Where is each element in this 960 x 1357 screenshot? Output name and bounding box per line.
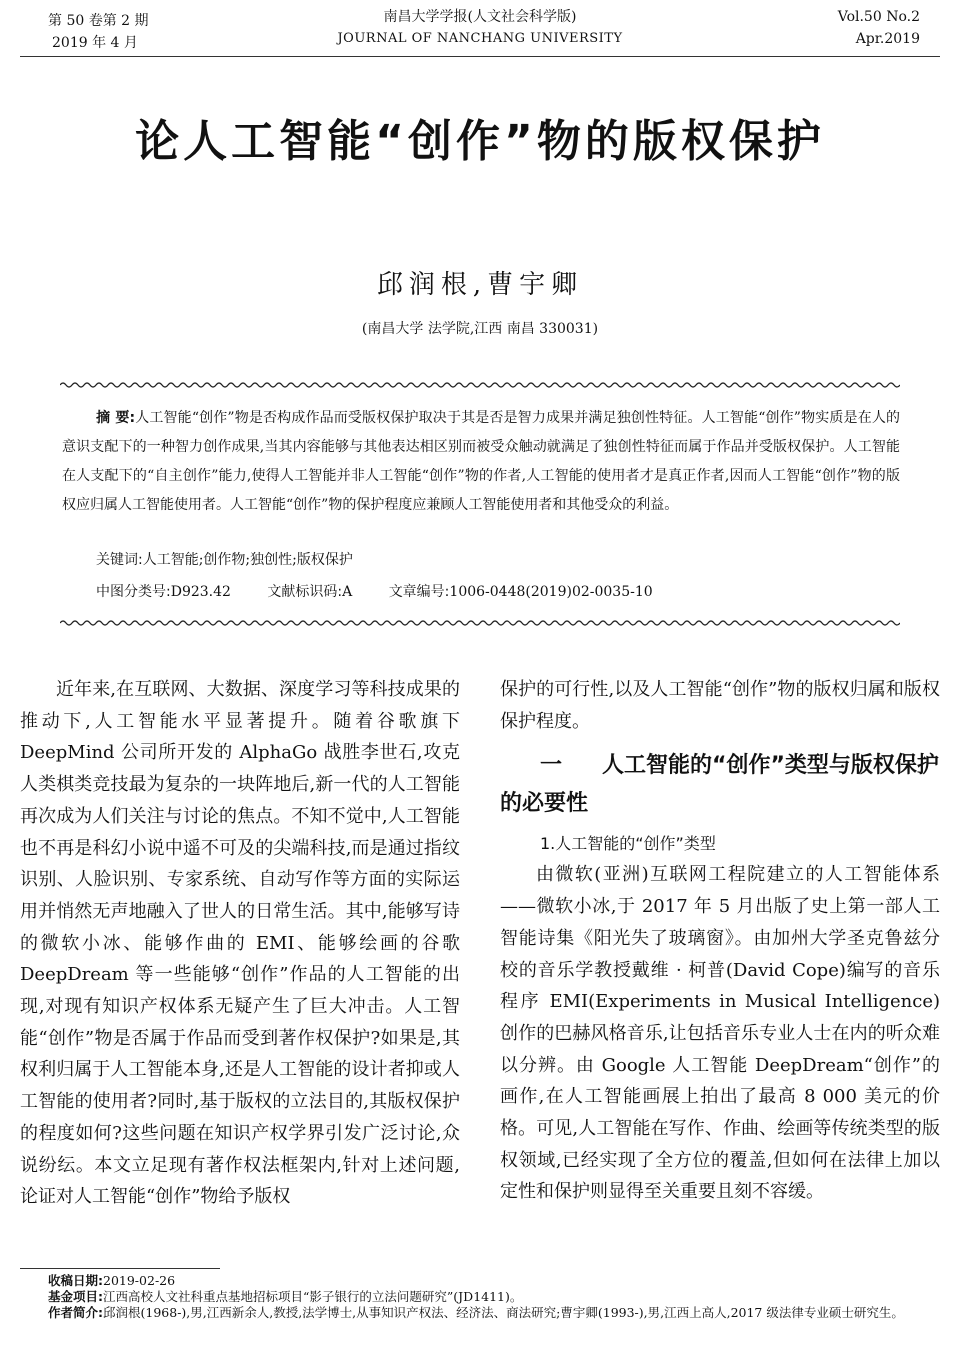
- footnote-author: [48, 1305, 940, 1321]
- footnote-rule: [20, 1268, 220, 1269]
- doc-code-label: 文献标识码:: [267, 584, 343, 600]
- volume-issue-en: Vol.50 No.2: [837, 9, 920, 25]
- body-column-left: [20, 674, 460, 1213]
- clc-value: D923.42: [170, 584, 231, 600]
- date-en: Apr.2019: [855, 31, 920, 47]
- abstract: [62, 404, 900, 520]
- section-paragraph: 由微软(亚洲)互联网工程院建立的人工智能体系——微软小冰,于 2017 年 5 月出版了史上第一部人工智能诗集《阳光失了玻璃窗》。由加州大学圣克鲁兹分校的音乐学教授戴维 · 柯普(David Cope)编写的音乐程序 EMI(Experiments in Musical Intelligence)创作的巴赫风格音乐,让包括音乐专业人士在内的听众难以分辨。由 Google 人工智能 DeepDream“创作”的画作,在人工智能画展上拍出了最高 8 000 美元的价格。可见,人工智能在写作、作曲、绘画等传统类型的版权领域,已经实现了全方位的覆盖,但如何在法律上加以定性和保护则显得至关重要且刻不容缓。: [500, 864, 940, 1203]
- author-bio-text: 邱润根(1968-),男,江西新余人,教授,法学博士,从事知识产权法、经济法、商法研究;曹宇卿(1993-),男,江西上高人,2017 级法律专业硕士研究生。: [103, 1305, 904, 1320]
- footnotes: [48, 1273, 940, 1321]
- fund-text: 江西高校人文社科重点基地招标项目“影子银行的立法问题研究”(JD1411)。: [103, 1289, 523, 1304]
- author-affiliation: (南昌大学 法学院,江西 南昌 330031): [361, 321, 599, 337]
- article-authors: 邱润根,曹宇卿: [376, 270, 584, 300]
- header-volume-en: [838, 6, 920, 50]
- date-cn: 2019 年 4 月: [52, 35, 138, 51]
- keywords: [96, 549, 353, 569]
- doc-code-value: A: [342, 584, 353, 600]
- subsection-heading: 1.人工智能的“创作”类型: [540, 834, 716, 854]
- section-number: 一: [540, 753, 563, 779]
- abstract-text: 人工智能“创作”物是否构成作品而受版权保护取决于其是否是智力成果并满足独创性特征。人工智能“创作”物实质是在人的意识支配下的一种智力创作成果,当其内容能够与其他表达相区别而被受众触动就满足了独创性特征而属于作品并受版权保护。人工智能在人支配下的“自主创作”能力,使得人工智能并非人工智能“创作”物的作者,人工智能的使用者才是真正作者,因而人工智能“创作”物的版权应归属人工智能使用者。人工智能“创作”物的保护程度应兼顾人工智能使用者和其他受众的利益。: [62, 410, 900, 513]
- article-number-label: 文章编号:: [388, 584, 450, 600]
- fund-label: 基金项目:: [48, 1289, 103, 1304]
- keywords-text: 人工智能;创作物;独创性;版权保护: [142, 552, 353, 568]
- clc-label: 中图分类号:: [96, 584, 171, 600]
- volume-issue-cn: 第 50 卷第 2 期: [48, 13, 149, 29]
- received-date: 2019-02-26: [103, 1273, 176, 1288]
- wavy-rule-top: [60, 381, 900, 389]
- journal-name-en: JOURNAL OF NANCHANG UNIVERSITY: [337, 31, 623, 46]
- footnote-fund: [48, 1289, 940, 1305]
- body-column-right: [500, 674, 940, 1208]
- received-label: 收稿日期:: [48, 1273, 103, 1288]
- footnote-received: [48, 1273, 940, 1289]
- keywords-label: 关键词:: [96, 552, 143, 568]
- header-rule: [20, 56, 940, 57]
- journal-name-cn: 南昌大学学报(人文社会科学版): [383, 9, 577, 25]
- abstract-label: 摘 要:: [96, 410, 136, 426]
- section-title: 人工智能的“创作”类型与版权保护的必要性: [500, 753, 939, 817]
- header-volume-cn: [48, 10, 149, 54]
- section-heading: [500, 747, 940, 823]
- intro-paragraph: 近年来,在互联网、大数据、深度学习等科技成果的推动下,人工智能水平显著提升。随着谷歌旗下 DeepMind 公司所开发的 AlphaGo 战胜李世石,攻克人类棋类竞技最为复杂的一块阵地后,新一代的人工智能再次成为人们关注与讨论的焦点。不知不觉中,人工智能也不再是科幻小说中遥不可及的尖端科技,而是通过指纹识别、人脸识别、专家系统、自动写作等方面的实际运用并悄然无声地融入了世人的日常生活。其中,能够写诗的微软小冰、能够作曲的 EMI、能够绘画的谷歌 DeepDream 等一些能够“创作”作品的人工智能的出现,对现有知识产权体系无疑产生了巨大冲击。人工智能“创作”物是否属于作品而受到著作权保护?如果是,其权利归属于人工智能本身,还是人工智能的设计者抑或人工智能的使用者?同时,基于版权的立法目的,其版权保护的程度如何?这些问题在知识产权学界引发广泛讨论,众说纷纭。本文立足现有著作权法框架内,针对上述问题,论证对人工智能“创作”物给予版权: [20, 679, 460, 1208]
- intro-paragraph-continued: 保护的可行性,以及人工智能“创作”物的版权归属和版权保护程度。: [500, 679, 940, 732]
- article-title: 论人工智能“创作”物的版权保护: [135, 116, 825, 167]
- wavy-rule-bottom: [60, 619, 900, 627]
- classification-line: [96, 581, 685, 601]
- journal-name: [280, 6, 680, 50]
- author-bio-label: 作者简介:: [48, 1305, 103, 1320]
- article-number-value: 1006-0448(2019)02-0035-10: [449, 584, 653, 600]
